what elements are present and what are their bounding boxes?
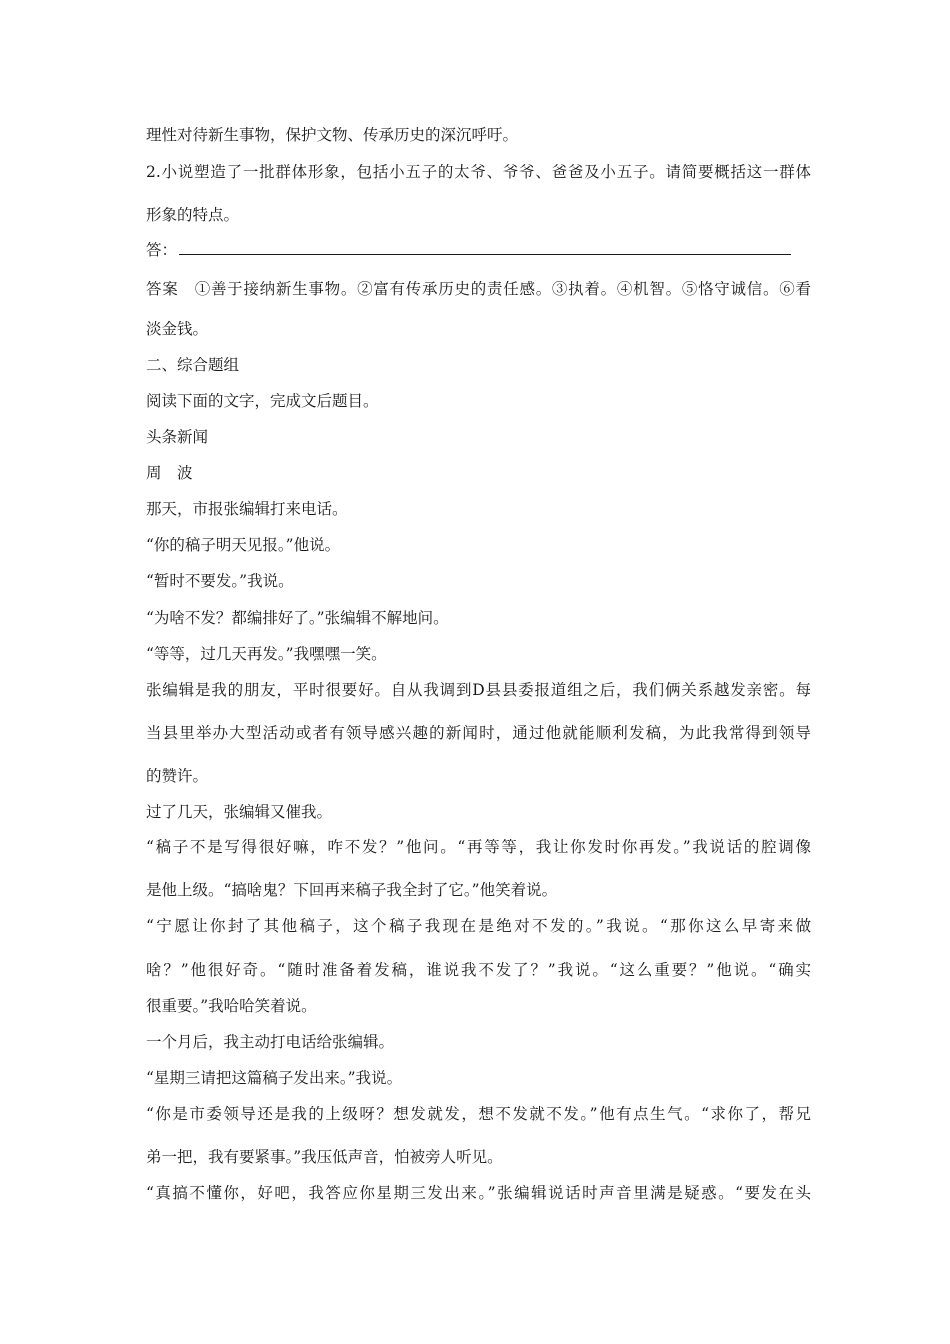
answer-blank [179,240,791,255]
paragraph-line: “星期三请把这篇稿子发出来。”我说。 [146,1069,403,1087]
paragraph-line: “等等，过几天再发。”我嘿嘿一笑。 [146,645,387,663]
paragraph-line: 啥？”他很好奇。“随时准备着发稿，谁说我不发了？”我说。“这么重要？”他说。“确实 [146,961,811,979]
section-heading: 二、综合题组 [146,356,240,374]
paragraph-line: 理性对待新生事物，保护文物、传承历史的深沉呼吁。 [146,126,519,144]
paragraph-line: 形象的特点。 [146,206,240,224]
paragraph-line: 当县里举办大型活动或者有领导感兴趣的新闻时，通过他就能顺利发稿，为此我常得到领导 [146,724,811,742]
instruction: 阅读下面的文字，完成文后题目。 [146,392,379,410]
paragraph-line: “为啥不发？都编排好了。”张编辑不解地问。 [146,609,449,627]
paragraph-line: 那天，市报张编辑打来电话。 [146,500,348,518]
answer-line [146,240,811,260]
paragraph-line: 淡金钱。 [146,320,209,338]
paragraph-line: “宁愿让你封了其他稿子，这个稿子我现在是绝对不发的。”我说。“那你这么早寄来做 [146,917,811,935]
story-author: 周 波 [146,464,193,482]
paragraph-line: 一个月后，我主动打电话给张编辑。 [146,1033,395,1051]
paragraph-line: 很重要。”我哈哈笑着说。 [146,997,317,1015]
paragraph-line: “真搞不懂你，好吧，我答应你星期三发出来。”张编辑说话时声音里满是疑惑。“要发在头 [146,1184,811,1202]
paragraph-line: 的赞许。 [146,767,209,785]
paragraph-line: “暂时不要发。”我说。 [146,572,294,590]
paragraph-line: “你的稿子明天见报。”他说。 [146,536,341,554]
paragraph-line: 弟一把，我有要紧事。”我压低声音，怕被旁人听见。 [146,1148,503,1166]
paragraph-line: “稿子不是写得很好嘛，咋不发？”他问。“再等等，我让你发时你再发。”我说话的腔调像 [146,838,811,856]
paragraph-line: 是他上级。“搞啥鬼？下回再来稿子我全封了它。”他笑着说。 [146,881,558,899]
answer-key: 答案 ①善于接纳新生事物。②富有传承历史的责任感。③执着。④机智。⑤恪守诚信。⑥看 [146,280,811,298]
story-title: 头条新闻 [146,428,209,446]
question-2: 2.小说塑造了一批群体形象，包括小五子的太爷、爷爷、爸爸及小五子。请简要概括这一群体 [146,163,811,181]
paragraph-line: 过了几天，张编辑又催我。 [146,803,333,821]
paragraph-line: 张编辑是我的朋友，平时很要好。自从我调到D县县委报道组之后，我们俩关系越发亲密。每 [146,681,811,699]
answer-label: 答： [146,241,178,259]
paragraph-line: “你是市委领导还是我的上级呀？想发就发，想不发就不发。”他有点生气。“求你了，帮兄 [146,1105,811,1123]
